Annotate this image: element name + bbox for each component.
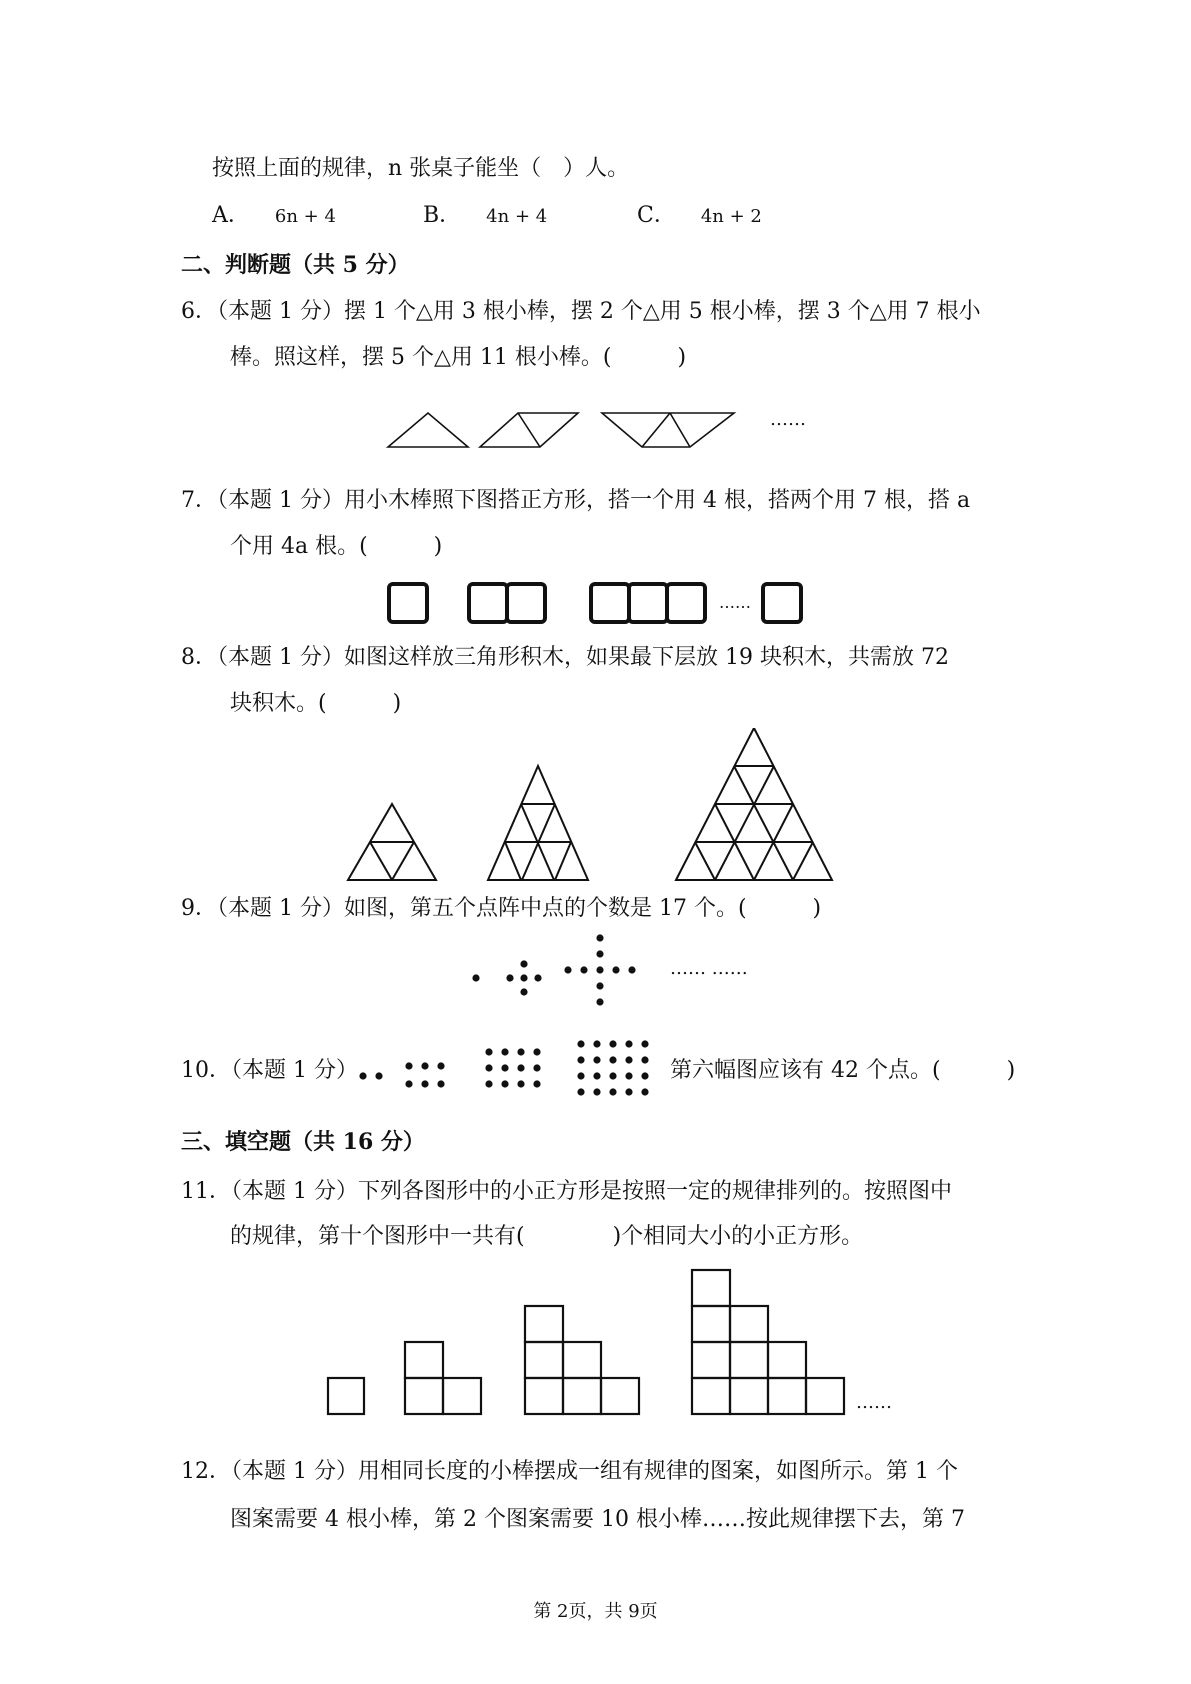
triangle-1 (388, 413, 468, 447)
q11-line1: 11．（本题 1 分）下列各图形中的小正方形是按照一定的规律排列的。按照图中 (181, 1179, 952, 1204)
matchstick-squares-figure (383, 578, 823, 630)
dot-pattern-3 (564, 934, 635, 1005)
ellipsis: …… (719, 593, 751, 612)
q10-label: 10．（本题 1 分） (181, 1058, 358, 1083)
dot-grid-1 (359, 1072, 382, 1079)
square-pair (469, 584, 545, 622)
triangle-sticks-figure (380, 405, 820, 455)
ellipsis: …… (770, 409, 806, 430)
q5-option-b (423, 201, 547, 232)
ellipsis: …… …… (670, 958, 748, 979)
q12-line2: 图案需要 4 根小棒，第 2 个图案需要 10 根小棒……按此规律摆下去，第 7 (230, 1507, 965, 1532)
dot-grid-3 (485, 1048, 540, 1087)
option-text: 6n + 4 (274, 206, 336, 227)
q6-line2: 棒。照这样，摆 5 个△用 11 根小棒。( ) (230, 345, 687, 370)
triangle-stack-3 (488, 766, 588, 880)
staircase-2 (405, 1342, 481, 1414)
q10-text: 第六幅图应该有 42 个点。( ) (670, 1058, 1016, 1083)
square-triple (591, 584, 705, 622)
option-text: 4n + 2 (700, 206, 762, 227)
q5-option-c (637, 201, 762, 232)
q5-option-a (212, 201, 336, 232)
staircase-4 (692, 1270, 844, 1414)
square-1 (389, 584, 427, 622)
ellipsis: …… (856, 1392, 892, 1413)
dot-cross-figure (470, 930, 750, 1020)
q7-line2: 个用 4a 根。( ) (230, 534, 443, 559)
q11-line2: 的规律，第十个图形中一共有( )个相同大小的小正方形。 (230, 1224, 864, 1249)
triangle-stack-4 (676, 728, 832, 880)
section-title: 三、填空题（共 16 分） (181, 1129, 425, 1155)
triangle-pair (480, 413, 578, 447)
page-footer: 第 2页，共 9页 (533, 1601, 658, 1622)
dot-pattern-2 (506, 960, 541, 995)
q12-line1: 12．（本题 1 分）用相同长度的小棒摆成一组有规律的图案，如图所示。第 1 个 (181, 1459, 958, 1484)
triangle-stack-2 (348, 804, 436, 880)
option-label: B． (423, 203, 462, 228)
option-label: A． (212, 203, 250, 228)
q7-line1: 7．（本题 1 分）用小木棒照下图搭正方形，搭一个用 4 根，搭两个用 7 根，搭 a (181, 488, 971, 513)
q5-text: 按照上面的规律，n 张桌子能坐（ ）人。 (212, 156, 630, 181)
staircase-1 (328, 1378, 364, 1414)
q8-line2: 块积木。( ) (230, 691, 402, 716)
stacked-triangles-figure (340, 728, 860, 888)
q6-line1: 6．（本题 1 分）摆 1 个△用 3 根小棒，摆 2 个△用 5 根小棒，摆 3 个△用 7 根小 (181, 299, 981, 324)
staircase-3 (525, 1306, 639, 1414)
option-label: C． (637, 203, 676, 228)
dot-pattern-1 (472, 974, 479, 981)
triangle-triple (602, 413, 734, 447)
square-last (763, 584, 801, 622)
dot-grid-figure (357, 1040, 669, 1106)
dot-grid-2 (405, 1062, 444, 1087)
dot-grid-4 (577, 1040, 648, 1095)
q9-line1: 9．（本题 1 分）如图，第五个点阵中点的个数是 17 个。( ) (181, 896, 822, 921)
section-title: 二、判断题（共 5 分） (181, 252, 410, 278)
q8-line1: 8．（本题 1 分）如图这样放三角形积木，如果最下层放 19 块积木，共需放 72 (181, 645, 949, 670)
option-text: 4n + 4 (486, 206, 548, 227)
square-staircase-figure (320, 1262, 920, 1422)
